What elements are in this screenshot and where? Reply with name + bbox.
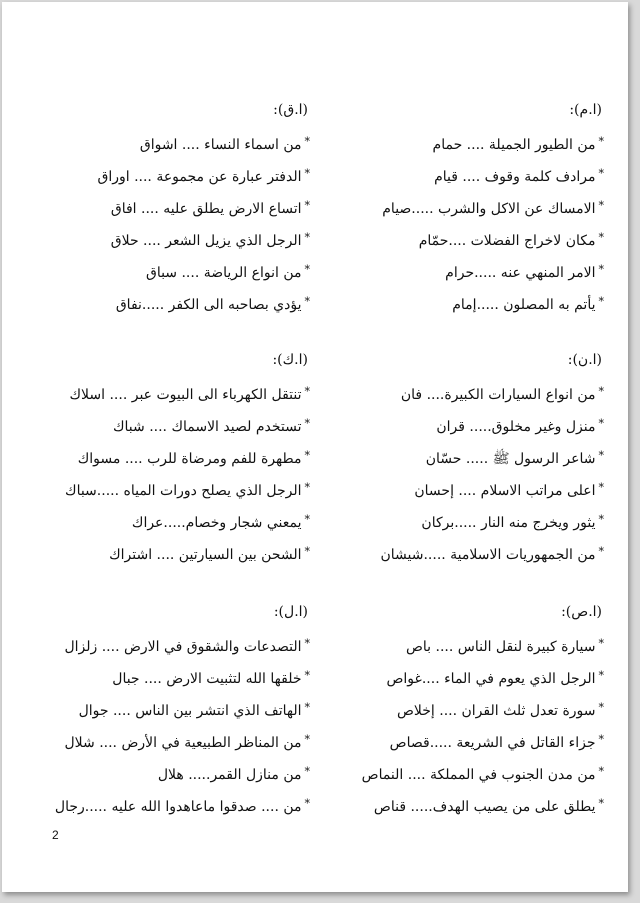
item-text: مرادف كلمة وقوف .... قيام bbox=[434, 169, 596, 185]
list-item bbox=[30, 724, 310, 756]
bullet-icon: * bbox=[598, 669, 604, 682]
bullet-icon: * bbox=[598, 513, 604, 526]
bullet-icon: * bbox=[304, 449, 310, 462]
word-group-alif-sad bbox=[324, 602, 604, 820]
bullet-icon: * bbox=[304, 545, 310, 558]
word-list bbox=[324, 126, 604, 318]
list-item bbox=[30, 440, 310, 472]
word-list bbox=[30, 126, 310, 318]
bullet-icon: * bbox=[304, 481, 310, 494]
item-text: سورة تعدل ثلث القران .... إخلاص bbox=[396, 703, 596, 719]
bullet-icon: * bbox=[598, 449, 604, 462]
word-list bbox=[30, 376, 310, 568]
item-text: خلقها الله لتثبيت الارض .... جبال bbox=[112, 671, 302, 687]
list-item bbox=[30, 628, 310, 660]
bullet-icon: * bbox=[598, 199, 604, 212]
list-item bbox=[324, 254, 604, 286]
list-item bbox=[324, 440, 604, 472]
bullet-icon: * bbox=[304, 765, 310, 778]
bullet-icon: * bbox=[304, 199, 310, 212]
list-item bbox=[30, 376, 310, 408]
bullet-icon: * bbox=[304, 231, 310, 244]
item-text: اتساع الارض يطلق عليه .... افاق bbox=[110, 201, 302, 217]
group-heading: (ا.ل): bbox=[273, 604, 308, 620]
bullet-icon: * bbox=[598, 797, 604, 810]
bullet-icon: * bbox=[304, 295, 310, 308]
list-item bbox=[324, 408, 604, 440]
item-text: جزاء القاتل في الشريعة .....قصاص bbox=[389, 735, 596, 751]
item-text: من الجمهوريات الاسلامية .....شيشان bbox=[380, 547, 596, 563]
item-text: اعلى مراتب الاسلام .... إحسان bbox=[414, 483, 596, 499]
bullet-icon: * bbox=[304, 733, 310, 746]
list-item bbox=[30, 222, 310, 254]
bullet-icon: * bbox=[598, 637, 604, 650]
word-group-alif-qaf bbox=[30, 100, 310, 318]
list-item bbox=[324, 376, 604, 408]
item-text: الدفتر عبارة عن مجموعة .... اوراق bbox=[97, 169, 302, 185]
item-text: من .... صدقوا ماعاهدوا الله عليه .....رجال bbox=[54, 799, 302, 815]
word-list bbox=[324, 376, 604, 568]
bullet-icon: * bbox=[304, 797, 310, 810]
item-text: الرجل الذي يزيل الشعر .... حلاق bbox=[110, 233, 302, 249]
item-text: من اسماء النساء .... اشواق bbox=[139, 137, 302, 153]
bullet-icon: * bbox=[598, 231, 604, 244]
list-item bbox=[324, 472, 604, 504]
bullet-icon: * bbox=[598, 545, 604, 558]
item-text: يطلق على من يصيب الهدف..... قناص bbox=[373, 799, 596, 815]
item-text: الهاتف الذي انتشر بين الناس .... جوال bbox=[78, 703, 302, 719]
document-page bbox=[2, 2, 628, 892]
list-item bbox=[324, 504, 604, 536]
item-text: شاعر الرسول ﷺ ..... حسّان bbox=[425, 451, 596, 467]
list-item bbox=[30, 158, 310, 190]
word-group-alif-lam bbox=[30, 602, 310, 820]
list-item bbox=[324, 724, 604, 756]
bullet-icon: * bbox=[304, 417, 310, 430]
item-text: التصدعات والشقوق في الارض .... زلزال bbox=[64, 639, 302, 655]
list-item bbox=[30, 286, 310, 318]
item-text: من منازل القمر..... هلال bbox=[157, 767, 302, 783]
bullet-icon: * bbox=[598, 385, 604, 398]
list-item bbox=[30, 190, 310, 222]
item-text: الشحن بين السيارتين .... اشتراك bbox=[109, 547, 302, 563]
list-item bbox=[324, 286, 604, 318]
list-item bbox=[324, 660, 604, 692]
bullet-icon: * bbox=[598, 135, 604, 148]
list-item bbox=[30, 472, 310, 504]
item-text: مكان لاخراج الفضلات ....حمّام bbox=[418, 233, 596, 249]
item-text: الامساك عن الاكل والشرب .....صيام bbox=[382, 201, 596, 217]
item-text: يؤدي بصاحبه الى الكفر .....نفاق bbox=[115, 297, 302, 313]
group-heading: (ا.ص): bbox=[561, 604, 602, 620]
list-item bbox=[30, 126, 310, 158]
word-group-alif-kaf bbox=[30, 350, 310, 568]
item-text: تستخدم لصيد الاسماك .... شباك bbox=[112, 419, 302, 435]
bullet-icon: * bbox=[598, 765, 604, 778]
list-item bbox=[324, 126, 604, 158]
list-item bbox=[30, 756, 310, 788]
list-item bbox=[30, 660, 310, 692]
list-item bbox=[30, 536, 310, 568]
bullet-icon: * bbox=[304, 385, 310, 398]
word-list bbox=[324, 628, 604, 820]
item-text: من المناظر الطبيعية في الأرض .... شلال bbox=[64, 735, 302, 751]
word-list bbox=[30, 628, 310, 820]
group-heading: (ا.ن): bbox=[567, 352, 602, 368]
item-text: الرجل الذي يصلح دورات المياه .....سباك bbox=[65, 483, 302, 499]
list-item bbox=[30, 788, 310, 820]
list-item bbox=[30, 692, 310, 724]
group-heading: (ا.ق): bbox=[273, 102, 308, 118]
item-text: منزل وغير مخلوق..... قران bbox=[436, 419, 596, 435]
item-text: من الطيور الجميلة .... حمام bbox=[432, 137, 596, 153]
list-item bbox=[324, 158, 604, 190]
bullet-icon: * bbox=[304, 669, 310, 682]
list-item bbox=[324, 788, 604, 820]
bullet-icon: * bbox=[598, 733, 604, 746]
bullet-icon: * bbox=[598, 417, 604, 430]
item-text: الرجل الذي يعوم في الماء ....غواص bbox=[386, 671, 596, 687]
item-text: الامر المنهي عنه .....حرام bbox=[445, 265, 596, 281]
item-text: سيارة كبيرة لنقل الناس .... باص bbox=[405, 639, 596, 655]
item-text: يمعني شجار وخصام.....عراك bbox=[131, 515, 302, 531]
item-text: يأتم به المصلون .....إمام bbox=[452, 297, 596, 313]
group-heading: (ا.ك): bbox=[272, 352, 308, 368]
list-item bbox=[324, 692, 604, 724]
bullet-icon: * bbox=[304, 135, 310, 148]
list-item bbox=[324, 222, 604, 254]
word-group-alif-mim bbox=[324, 100, 604, 318]
list-item bbox=[30, 504, 310, 536]
bullet-icon: * bbox=[598, 167, 604, 180]
bullet-icon: * bbox=[304, 167, 310, 180]
item-text: تنتقل الكهرباء الى البيوت عبر .... اسلاك bbox=[69, 387, 302, 403]
list-item bbox=[324, 628, 604, 660]
bullet-icon: * bbox=[304, 701, 310, 714]
bullet-icon: * bbox=[598, 263, 604, 276]
bullet-icon: * bbox=[304, 513, 310, 526]
bullet-icon: * bbox=[598, 701, 604, 714]
list-item bbox=[324, 756, 604, 788]
list-item bbox=[324, 536, 604, 568]
page-number: 2 bbox=[52, 828, 59, 842]
bullet-icon: * bbox=[304, 263, 310, 276]
bullet-icon: * bbox=[598, 295, 604, 308]
list-item bbox=[30, 408, 310, 440]
list-item bbox=[324, 190, 604, 222]
group-heading: (ا.م): bbox=[569, 102, 602, 118]
item-text: من انواع السيارات الكبيرة.... فان bbox=[400, 387, 596, 403]
item-text: من مدن الجنوب في المملكة .... النماص bbox=[361, 767, 596, 783]
list-item bbox=[30, 254, 310, 286]
bullet-icon: * bbox=[304, 637, 310, 650]
item-text: مطهرة للفم ومرضاة للرب .... مسواك bbox=[77, 451, 302, 467]
word-group-alif-nun bbox=[324, 350, 604, 568]
bullet-icon: * bbox=[598, 481, 604, 494]
item-text: من انواع الرياضة .... سباق bbox=[145, 265, 302, 281]
item-text: يثور ويخرج منه النار .....بركان bbox=[421, 515, 596, 531]
